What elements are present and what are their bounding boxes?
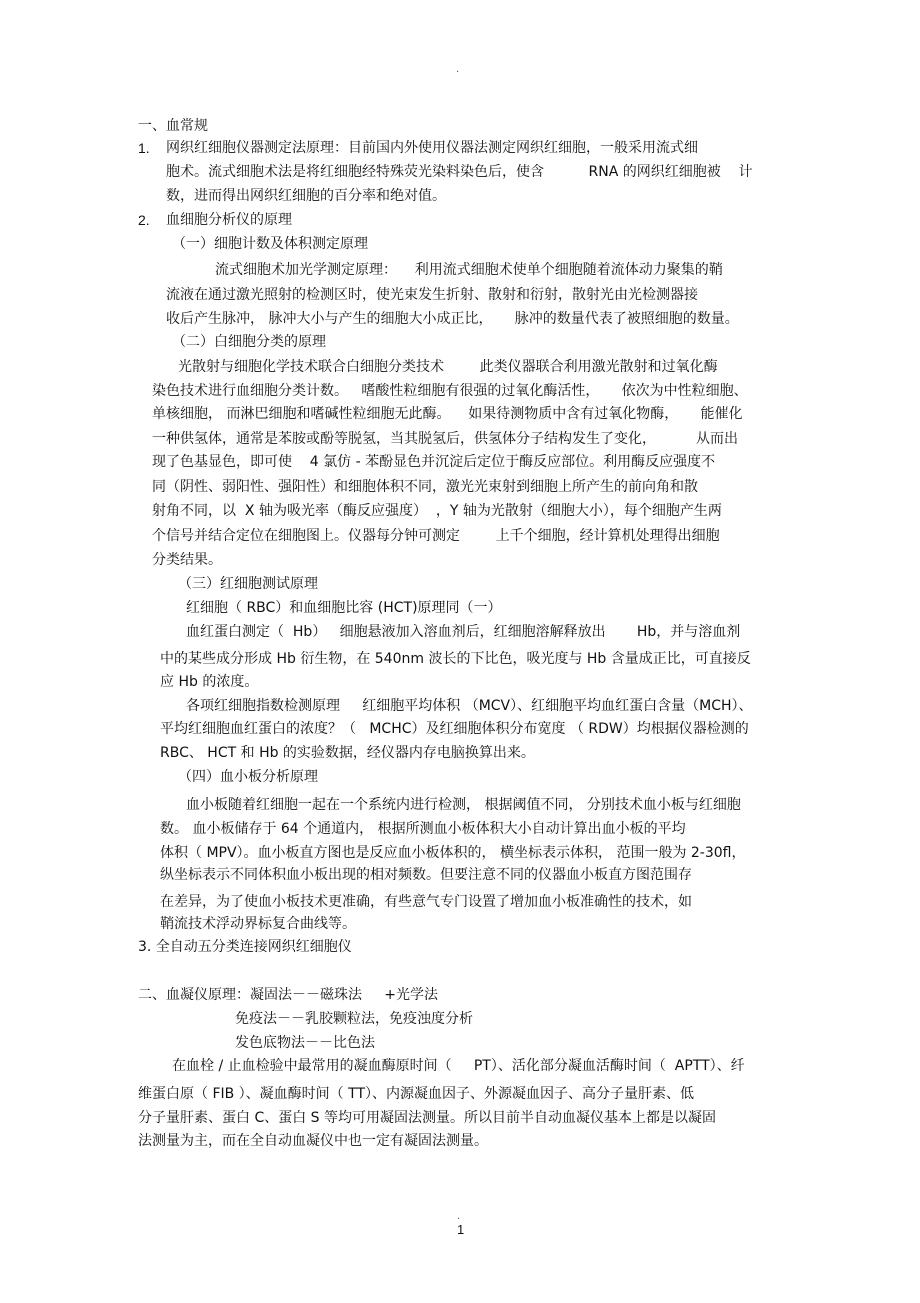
paragraph-line: 分类结果。 [152,552,222,568]
paragraph-line: 同（阴性、弱阳性、强阳性）和细胞体积不同，激光光束射到细胞上所产生的前向角和散 [152,479,698,495]
paragraph-line: 数。 血小板储存于 64 个通道内， 根据所测血小板体积大小自动计算出血小板的平均 [160,821,686,837]
footer-mark: . [457,1211,461,1222]
paragraph-line: 血小板随着红细胞一起在一个系统内进行检测， 根据阈值不同， 分别技术血小板与红细胞 [186,797,741,813]
list-number: 1. [138,140,150,156]
paragraph-line: 射角不同，以 X 轴为吸光率（酶反应强度） ，Y 轴为光散射（细胞大小），每个细胞产生两 [152,503,722,519]
paragraph-line: RBC、 HCT 和 Hb 的实验数据，经仪器内存电脑换算出来。 [160,745,535,761]
paragraph-line: 纵坐标表示不同体积血小板出现的相对频数。但要注意不同的仪器血小板直方图范围存 [160,867,692,883]
subheading: （一）细胞计数及体积测定原理 [172,236,368,252]
paragraph-line: 现了色基显色，即可使 4 氯仿 - 苯酚显色并沉淀后定位于酶反应部位。利用酶反应强度不 [152,454,716,470]
page-number: 1 [457,1222,465,1237]
paragraph-line: 光散射与细胞化学技术联合白细胞分类技术 此类仪器联合利用激光散射和过氧化酶 [178,359,718,375]
paragraph-line: 法测量为主，而在全自动血凝仪中也一定有凝固法测量。 [138,1133,488,1149]
list-number: 2. [138,212,150,228]
paragraph-line: 在差异，为了使血小板技术更准确，有些意气专门设置了增加血小板准确性的技术，如 [160,894,692,910]
paragraph-line: 数，进而得出网织红细胞的百分率和绝对值。 [166,188,446,204]
paragraph-line: 收后产生脉冲， 脉冲大小与产生的细胞大小成正比， 脉冲的数量代表了被照细胞的数量。 [166,311,739,327]
paragraph-line: 体积（ MPV）。血小板直方图也是反应血小板体积的， 横坐标表示体积， 范围一般为 2-30fl， [160,845,746,861]
paragraph-line: 染色技术进行血细胞分类计数。 嗜酸性粒细胞有很强的过氧化酶活性， 依次为中性粒细胞、 [152,383,748,399]
paragraph-line: 发色底物法－－比色法 [235,1035,375,1051]
paragraph-line: 红细胞（ RBC）和血细胞比容 (HCT)原理同（一） [186,600,502,616]
paragraph-line: 一种供氢体，通常是苯胺或酚等脱氢，当其脱氢后，供氢体分子结构发生了变化， 从而出 [152,431,739,447]
paragraph-line: 胞术。流式细胞术法是将红细胞经特殊荧光染料染色后，使含 RNA 的网织红细胞被 计 [166,164,753,180]
paragraph-line: 在血栓 / 止血检验中最常用的凝血酶原时间（ PT）、活化部分凝血活酶时间（ APTT）、纤 [172,1058,745,1074]
paragraph-line: 血红蛋白测定（ Hb） 细胞悬液加入溶血剂后，红细胞溶解释放出 Hb，并与溶血剂 [186,624,741,640]
paragraph-line: 单核细胞， 而淋巴细胞和嗜碱性粒细胞无此酶。 如果待测物质中含有过氧化物酶， 能催化 [152,406,743,422]
paragraph-line: 个信号并结合定位在细胞图上。仪器每分钟可测定 上千个细胞，经计算机处理得出细胞 [152,528,720,544]
paragraph-line: 分子量肝素、蛋白 C、蛋白 S 等均可用凝固法测量。所以目前半自动血凝仪基本上都是以凝固 [138,1110,717,1126]
subheading: （二）白细胞分类的原理 [172,334,326,350]
subheading: （四）血小板分析原理 [178,769,318,785]
paragraph-line: 应 Hb 的浓度。 [160,674,259,690]
paragraph-line: 平均红细胞血红蛋白的浓度？（ MCHC）及红细胞体积分布宽度 （ RDW）均根据仪器检测的 [160,721,749,737]
paragraph-line: 鞘流技术浮动界标复合曲线等。 [160,916,356,932]
paragraph-line: 免疫法－－乳胶颗粒法，免疫浊度分析 [235,1011,473,1027]
paragraph-line: 中的某些成分形成 Hb 衍生物，在 540nm 波长的下比色，吸光度与 Hb 含量成正比，可直接反 [160,651,751,667]
subheading: 血细胞分析仪的原理 [166,212,292,228]
paragraph-line: 网织红细胞仪器测定法原理：目前国内外使用仪器法测定网织红细胞，一般采用流式细 [166,140,698,156]
subheading: （三）红细胞测试原理 [178,576,318,592]
paragraph-line: 各项红细胞指数检测原理 红细胞平均体积 （MCV）、红细胞平均血红蛋白含量（MCH）、 [186,698,753,714]
section-heading: 一、血常规 [138,118,208,134]
paragraph-line: 维蛋白原（ FIB ）、凝血酶时间（ TT）、内源凝血因子、外源凝血因子、高分子量肝素、低 [138,1086,694,1102]
subheading: 3. 全自动五分类连接网织红细胞仪 [138,939,352,955]
section-heading: 二、血凝仪原理：凝固法－－磁珠法 +光学法 [138,987,438,1003]
header-mark: . [456,64,460,75]
paragraph-line: 流液在通过激光照射的检测区时，使光束发生折射、散射和衍射，散射光由光检测器接 [166,287,698,303]
paragraph-line: 流式细胞术加光学测定原理： 利用流式细胞术使单个细胞随着流体动力聚集的鞘 [215,262,723,278]
